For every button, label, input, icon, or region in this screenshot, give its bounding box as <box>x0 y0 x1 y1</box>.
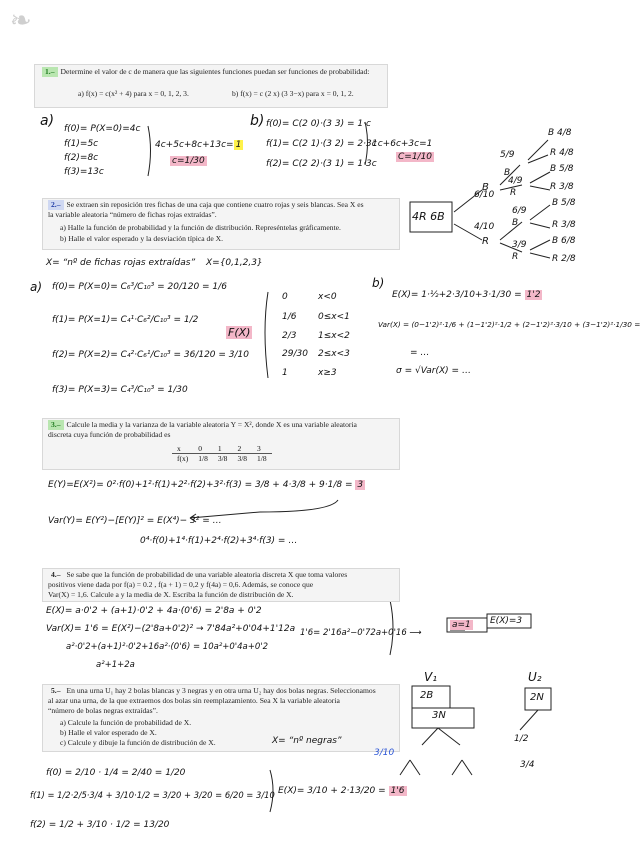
problem-5-text-3: “número de bolas negras extraídas”. <box>48 706 158 715</box>
p5-ex-value: 1'6 <box>390 786 405 796</box>
tree-leaf: R 2/8 <box>552 254 576 264</box>
p1-work-a-line: f(1)=5c <box>64 139 99 149</box>
table-cell: x <box>172 444 193 454</box>
tree-node-b1: B <box>482 182 489 193</box>
table-cell: 3/8 <box>237 454 248 463</box>
p5-f2: f(2) = 1/2 + 3/10 · 1/2 = 13/20 <box>30 820 170 830</box>
tree-leaf: B 4/8 <box>548 128 572 138</box>
problem-2-item-b: b) Halle el valor esperado y la desviación típica de X. <box>60 234 223 243</box>
p4-line3: a²·0'2+(a+1)²·0'2+16a²·(0'6) = 10a²+0'4a+0'2 <box>66 642 268 652</box>
problem-4-text: Se sabe que la función de probabilidad de una variable aleatoria discreta X que toma valores <box>66 570 348 579</box>
p2-variance-dots: = … <box>410 348 430 358</box>
problem-4-number: 4.– <box>51 570 61 579</box>
problem-5-number: 5.– <box>51 686 61 695</box>
p5-ex-text: E(X)= 3/10 + 2·13/20 = <box>278 786 386 796</box>
p4-result-e: E(X)=3 <box>490 616 523 626</box>
tree-prob-b3: 6/9 <box>512 206 527 216</box>
p2-label-a: a) <box>30 280 43 294</box>
p5-expectation <box>278 786 407 796</box>
p1-work-b-line: f(0)= C(2 0)·(3 3) = 1·c <box>266 119 371 129</box>
problem-2-number: 2.– <box>48 200 64 210</box>
p2-f-line <box>52 282 227 292</box>
urn-1-white: 2B <box>420 690 434 701</box>
p3-ey-value: 3 <box>357 480 364 490</box>
problem-4-text-2: positivos viene dada por f(a) = 0.2 , f(a + 1) = 0,2 y f(4a) = 0,6. Además, se conoce que <box>48 580 314 589</box>
p2-definition: X= “nº de fichas rojas extraídas” <box>46 258 196 268</box>
p2-label-b: b) <box>372 276 385 290</box>
tree-prob-b1: 6/10 <box>474 190 495 200</box>
p1-sum-value: 1 <box>235 140 242 150</box>
p2-sigma: σ = √Var(X) = … <box>396 366 471 376</box>
p2-F-cond: x≥3 <box>318 368 337 378</box>
p2-F-value: 2/3 <box>282 331 297 341</box>
table-row <box>172 444 272 454</box>
tree-leaf: B 5/8 <box>550 164 574 174</box>
p2-F-cond: x<0 <box>318 292 337 302</box>
urn-1-black: 3N <box>432 710 446 721</box>
problem-4-statement <box>48 570 394 600</box>
p1-work-b-line: f(1)= C(2 1)·(3 2) = 2·3c <box>266 139 377 149</box>
corner-mark-icon: ❧ <box>10 6 32 36</box>
p4-expectation: E(X)= a·0'2 + (a+1)·0'2 + 4a·(0'6) = 2'8a + 0'2 <box>46 606 262 616</box>
tree-prob-r2: 4/9 <box>508 176 523 186</box>
p2-F-cond: 2≤x<3 <box>318 349 350 359</box>
tree-leaf: R 3/8 <box>550 182 574 192</box>
table-cell: 2 <box>232 444 252 454</box>
p5-tree-prob: 3/4 <box>520 760 535 770</box>
p1-work-a-line: f(0)= P(X=0)=4c <box>64 124 141 134</box>
problem-1-number: 1.– <box>42 67 58 77</box>
p1-work-b-sum: 1c+6c+3c=1 <box>372 139 433 149</box>
tree-node-r1: R <box>482 236 489 247</box>
p2-variance: Var(X) = (0−1'2)²·1/6 + (1−1'2)²·1/2 + (2−1'2)²·3/10 + (3−1'2)²·1/30 = <box>378 320 640 329</box>
tree-node-b3: B <box>512 218 519 228</box>
p2-f-line: f(2)= P(X=2)= C₄²·C₆¹/C₁₀³ = 36/120 = 3/10 <box>52 350 250 360</box>
tree-leaf: B 5/8 <box>552 198 576 208</box>
p5-f0: f(0) = 2/10 · 1/4 = 2/40 = 1/20 <box>46 768 186 778</box>
problem-2-text-2: la variable aleatoria “número de fichas rojas extraídas”. <box>48 210 217 219</box>
problem-3-table <box>172 444 272 463</box>
p3-ey-text: E(Y)=E(X²)= 0²·f(0)+1²·f(1)+2²·f(2)+3²·f(3) = 3/8 + 4·3/8 + 9·1/8 = <box>48 480 353 490</box>
problem-3-statement <box>48 420 394 440</box>
tree-leaf: R 3/8 <box>552 220 576 230</box>
p1-result-b: C=1/10 <box>398 152 433 162</box>
table-cell: 3 <box>252 444 272 454</box>
problem-2-statement <box>48 200 394 220</box>
p2-expect-text: E(X)= 1·½+2·3/10+3·1/30 = <box>392 290 522 300</box>
problem-5-item-a: a) Calcule la función de probabilidad de X. <box>60 718 192 727</box>
p2-F-value: 29/30 <box>282 349 308 359</box>
urn-2-label: U₂ <box>528 670 542 684</box>
p2-f-line: f(1)= P(X=1)= C₄¹·C₆²/C₁₀³ = 1/2 <box>52 315 199 325</box>
p3-variance-expansion: 0⁴·f(0)+1⁴·f(1)+2⁴·f(2)+3⁴·f(3) = … <box>140 536 298 546</box>
problem-5-text: En una urna U₁ hay 2 bolas blancas y 3 negras y en otra urna U₂ hay dos bolas negras. Seleccionamos <box>66 686 376 695</box>
problem-1-text: Determine el valor de c de manera que las siguientes funciones puedan ser funciones de probabilidad: <box>60 67 370 76</box>
p4-result-a <box>450 620 473 630</box>
p3-variance: Var(Y)= E(Y²)−[E(Y)]² = E(X⁴)− 3² = … <box>48 516 222 526</box>
table-cell: 1/8 <box>257 454 267 463</box>
p1-result-a: c=1/30 <box>172 156 205 166</box>
tree-node-r2: R <box>510 188 517 198</box>
problem-5-statement <box>48 686 394 716</box>
tree-prob-b2: 5/9 <box>500 150 515 160</box>
problem-3-text-2: discreta cuya función de probabilidad es <box>48 430 171 439</box>
p1-work-a-label: a) <box>40 113 55 129</box>
urn-2-content: 2N <box>530 692 544 703</box>
p5-definition: X= “nº negras” <box>272 736 342 746</box>
p2-F-cond: 0≤x<1 <box>318 312 350 322</box>
problem-2-text: Se extraen sin reposición tres fichas de una caja que contiene cuatro rojas y seis blancas. Sea X es <box>66 200 364 209</box>
table-cell: 3/8 <box>217 454 228 463</box>
p2-f-line: f(3)= P(X=3)= C₄³/C₁₀³ = 1/30 <box>52 385 188 395</box>
p3-expectation <box>48 480 365 490</box>
p2-expect-value: 1'2 <box>526 290 541 300</box>
problem-5-text-2: al azar una urna, de la que extraemos dos bolas sin reemplazamiento. Sea X la variable aleatoria <box>48 696 340 705</box>
table-cell: f(x) <box>177 454 189 463</box>
p2-F-value: 1/6 <box>282 312 297 322</box>
tree-prob-r1: 4/10 <box>474 222 495 232</box>
p2-F-label: F(X) <box>228 326 251 339</box>
table-cell: 1 <box>213 444 233 454</box>
p5-f1: f(1) = 1/2·2/5·3/4 + 3/10·1/2 = 3/20 + 3/20 = 6/20 = 3/10 <box>30 790 275 800</box>
p5-tree-prob: 3/10 <box>374 748 395 758</box>
p4-variance: Var(X)= 1'6 = E(X²)−(2'8a+0'2)² → 7'84a²+0'04+1'12a <box>46 624 296 634</box>
p1-work-a-line: f(3)=13c <box>64 167 104 177</box>
p2-f0: f(0)= P(X=0)= C₆³/C₁₀³ = 20/120 = 1/6 <box>52 282 227 292</box>
tree-leaf: R 4/8 <box>550 148 574 158</box>
tree-node-r3: R <box>512 252 519 262</box>
p2-range: X={0,1,2,3} <box>206 258 263 268</box>
p1-work-b-line: f(2)= C(2 2)·(3 1) = 1·3c <box>266 159 377 169</box>
table-cell: 1/8 <box>198 454 208 463</box>
urn-box-label: 4R 6B <box>412 210 445 223</box>
urn-1-label: V₁ <box>424 670 438 684</box>
p2-F-value: 0 <box>282 292 288 302</box>
p2-F-cond: 1≤x<2 <box>318 331 350 341</box>
p1-work-b-label: b) <box>250 113 265 129</box>
p2-distribution-label <box>226 326 252 339</box>
p4-line4: a²+1+2a <box>96 660 135 670</box>
problem-2-item-a: a) Halle la función de probabilidad y la función de distribución. Represéntelas gráficamente. <box>60 223 341 232</box>
problem-4-text-3: Var(X) = 1,6. Calcule a y la media de X. Escriba la función de distribución de X. <box>48 590 294 599</box>
p2-F-value: 1 <box>282 368 288 378</box>
problem-3-number: 3.– <box>48 420 64 430</box>
problem-1-part-b: b) f(x) = c (2 x) (3 3−x) para x = 0, 1, 2. <box>232 89 354 98</box>
p4-equation: 1'6= 2'16a²−0'72a+0'16 ⟶ <box>300 628 422 638</box>
problem-5-item-c: c) Calcule y dibuje la función de distribución de X. <box>60 738 216 747</box>
problem-3-text: Calcule la media y la varianza de la variable aleatoria Y = X², donde X es una variable aleatoria <box>66 420 357 429</box>
problem-1-part-a: a) f(x) = c(x² + 4) para x = 0, 1, 2, 3. <box>78 89 189 98</box>
p1-work-a-line: f(2)=8c <box>64 153 99 163</box>
table-cell: 0 <box>193 444 213 454</box>
p4-a-value: a=1 <box>452 620 471 630</box>
p1-sum-text: 4c+5c+8c+13c= <box>155 140 234 150</box>
tree-leaf: B 6/8 <box>552 236 576 246</box>
table-row <box>172 454 272 464</box>
tree-node-b2: B <box>504 168 511 178</box>
problem-5-item-b: b) Halle el valor esperado de X. <box>60 728 157 737</box>
p5-tree-prob: 1/2 <box>514 734 529 744</box>
p2-expectation <box>392 290 542 300</box>
tree-prob-r3: 3/9 <box>512 240 527 250</box>
